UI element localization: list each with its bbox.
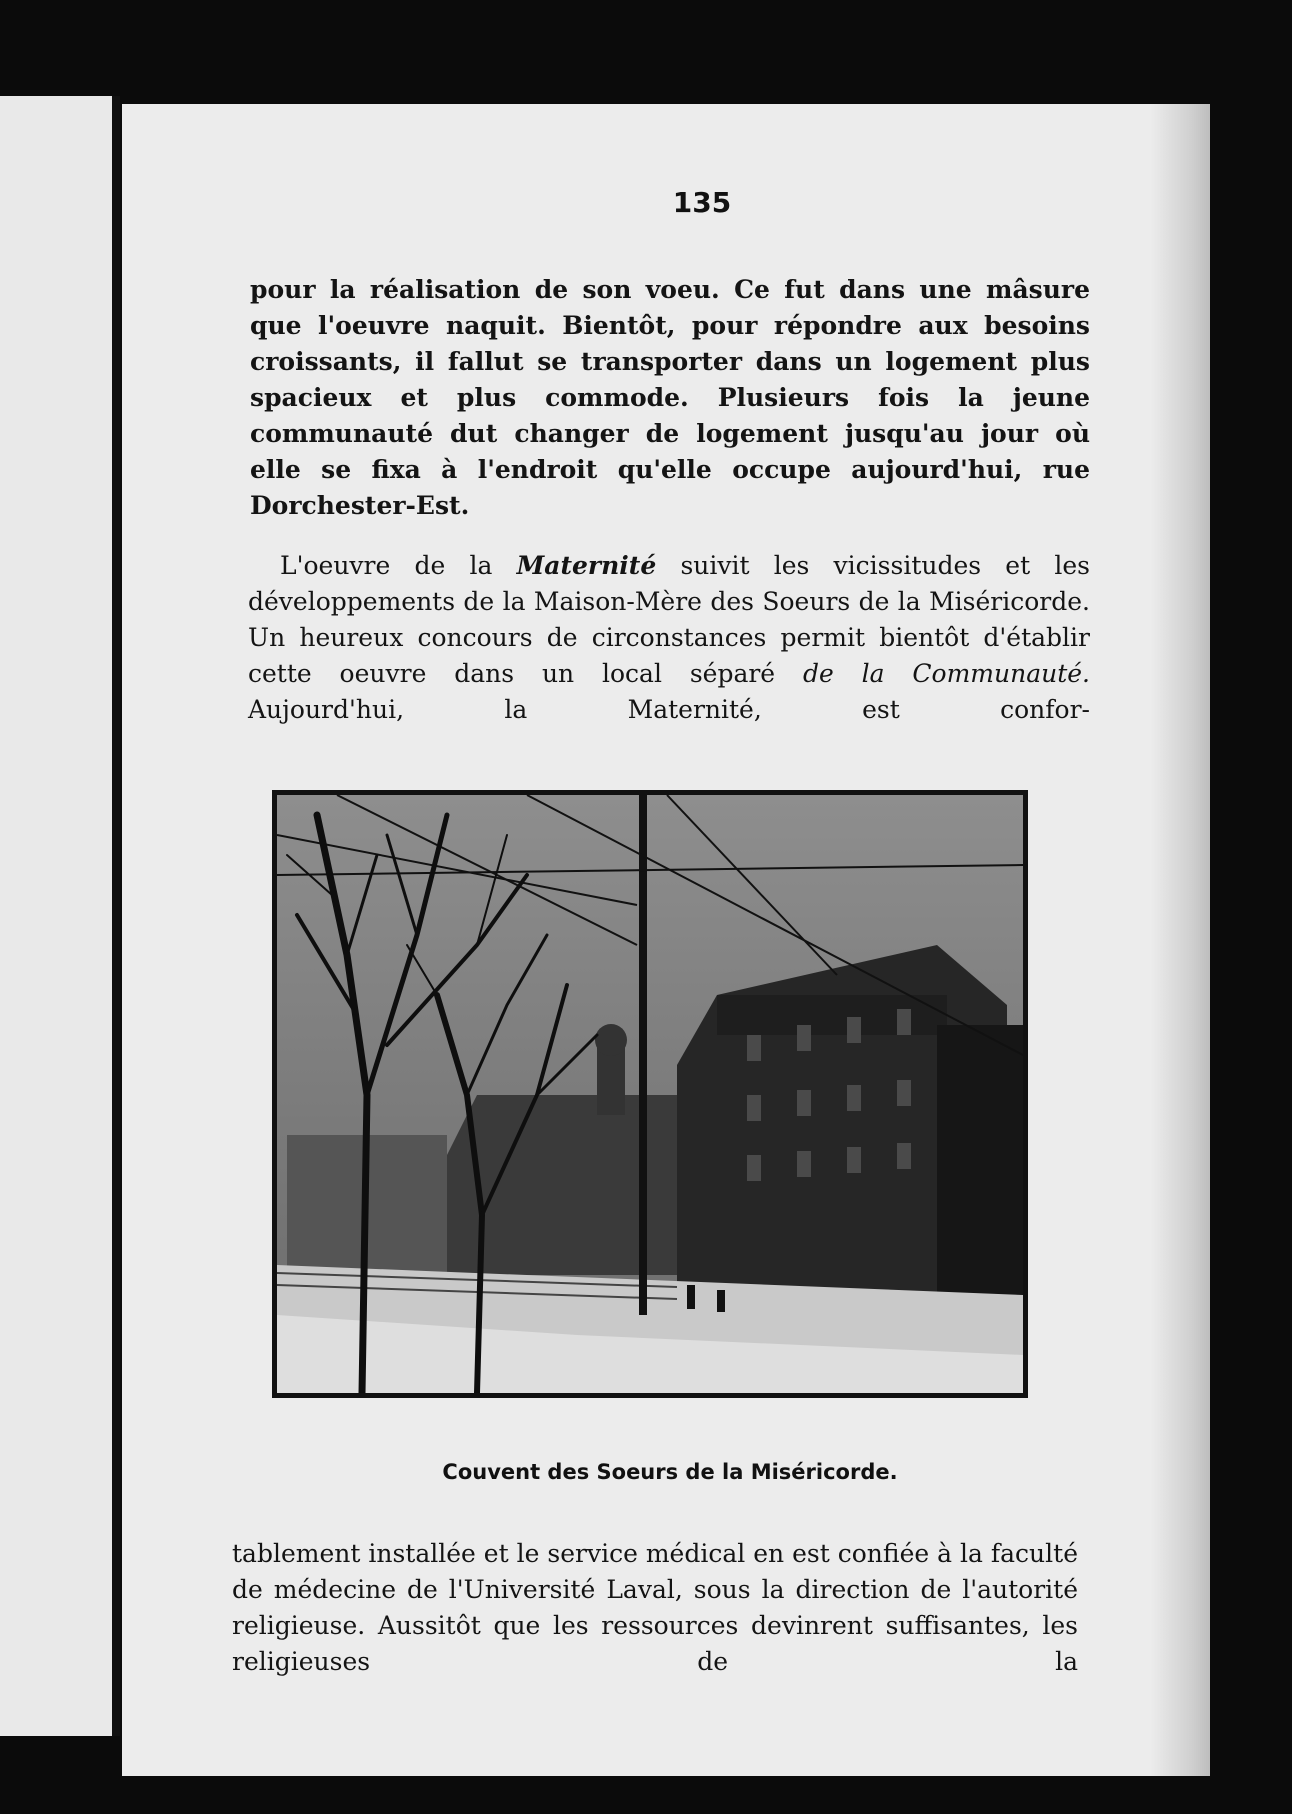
- book-page: [122, 104, 1210, 1776]
- convent-photo-drawing: [277, 795, 1023, 1393]
- convent-photograph: [272, 790, 1028, 1398]
- paragraph-2-part-a: L'oeuvre de la: [280, 551, 517, 580]
- emphasis-maternite: Maternité: [516, 551, 657, 580]
- paragraph-2-part-c: Aujourd'hui, la Maternité, est confor-: [248, 695, 1090, 724]
- paragraph-2: [248, 548, 1090, 728]
- page-number: 135: [672, 186, 732, 219]
- previous-page-edge: [0, 96, 120, 1736]
- emphasis-communaute: de la Communauté.: [802, 659, 1090, 688]
- figure-caption: Couvent des Soeurs de la Miséricorde.: [442, 1460, 898, 1484]
- paragraph-3-text: tablement installée et le service médical en est confiée à la faculté de médecine de l'Université Laval, sous la direction de l'autorité religieuse. Aussitôt que les ressources devinrent suffisantes, les religieuses de la: [232, 1539, 1078, 1676]
- paragraph-3: [232, 1536, 1078, 1680]
- page-edge-shadow: [1150, 104, 1210, 1776]
- paragraph-1-text: pour la réalisation de son voeu. Ce fut dans une mâsure que l'oeuvre naquit. Bientôt, pour répondre aux besoins croissants, il fallut se transporter dans un logement plus spacieux et plus commode. Plusieurs fois la jeune communauté dut changer de logement jusqu'au jour où elle se fixa à l'endroit qu'elle occupe aujourd'hui, rue Dorchester-Est.: [250, 275, 1090, 520]
- paragraph-1: [250, 272, 1090, 524]
- paragraph-2-part-b: suivit les vicissitudes et les développements de la Maison-Mère des Soeurs de la Miséricorde. Un heureux concours de circonstances permit bientôt d'établir cette oeuvre dans un local séparé: [248, 551, 1090, 688]
- paragraph-2-text: [248, 548, 1090, 728]
